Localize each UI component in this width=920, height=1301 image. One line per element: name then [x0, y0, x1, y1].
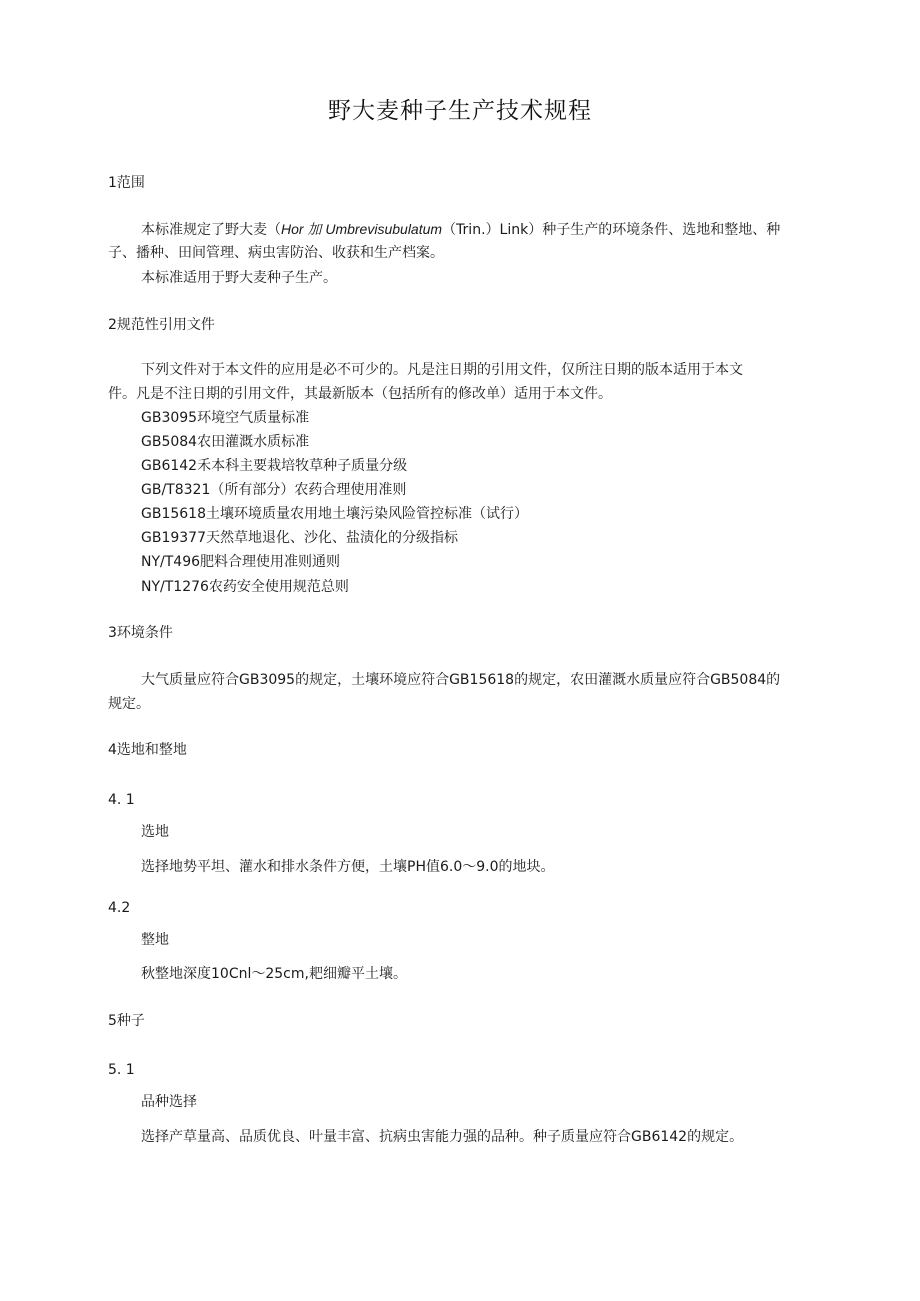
reference-item: GB5084农田灌溉水质标准 — [141, 434, 310, 450]
section-4-heading: 4选地和整地 — [108, 742, 187, 758]
reference-item: GB3095环境空气质量标准 — [141, 410, 310, 426]
reference-item: GB/T8321（所有部分）农药合理使用准则 — [141, 482, 407, 498]
section-1-heading: 1范围 — [108, 175, 145, 191]
section-5-heading: 5种子 — [108, 1013, 145, 1029]
section-3-paragraph-line-1: 大气质量应符合GB3095的规定，土壤环境应符合GB15618的规定，农田灌溉水质量应符合GB5084的 — [141, 672, 781, 688]
reference-item: GB15618土壤环境质量农用地土壤污染风险管控标准（试行） — [141, 506, 528, 522]
clause-4-2-number: 4.2 — [108, 900, 131, 916]
reference-item: NY/T496肥料合理使用准则通则 — [141, 554, 341, 570]
section-1-paragraph-1-line-2: 子、播种、田间管理、病虫害防治、收获和生产档案。 — [108, 245, 444, 261]
text-run: （Trin.）Link）种子生产的环境条件、选地和整地、种 — [442, 222, 781, 238]
section-2-heading: 2规范性引用文件 — [108, 317, 215, 333]
clause-5-1-title: 品种选择 — [141, 1094, 197, 1110]
reference-item: GB6142禾本科主要栽培牧草种子质量分级 — [141, 458, 408, 474]
section-1-paragraph-2: 本标准适用于野大麦种子生产。 — [141, 270, 337, 286]
section-3-heading: 3环境条件 — [108, 625, 173, 641]
clause-4-2-title: 整地 — [141, 932, 169, 948]
section-3-paragraph-line-2: 规定。 — [108, 696, 150, 712]
scientific-name: Hor 加 Umbrevisubulatum — [281, 221, 443, 237]
section-2-paragraph-line-2: 件。凡是不注日期的引用文件，其最新版本（包括所有的修改单）适用于本文件。 — [108, 386, 612, 402]
reference-item: GB19377天然草地退化、沙化、盐渍化的分级指标 — [141, 530, 458, 546]
clause-5-1-number: 5. 1 — [108, 1062, 135, 1078]
clause-4-2-text: 秋整地深度10Cnl～25cm,耙细瓣平土壤。 — [141, 966, 407, 982]
reference-item: NY/T1276农药安全使用规范总则 — [141, 579, 349, 595]
text-run: 本标准规定了野大麦（ — [141, 222, 281, 238]
clause-5-1-text: 选择产草量高、品质优良、叶量丰富、抗病虫害能力强的品种。种子质量应符合GB6142的规定。 — [141, 1129, 744, 1145]
document-title: 野大麦种子生产技术规程 — [328, 98, 592, 124]
section-1-paragraph-1-line-1 — [141, 219, 780, 240]
clause-4-1-number: 4. 1 — [108, 792, 135, 808]
clause-4-1-title: 选地 — [141, 824, 169, 840]
clause-4-1-text: 选择地势平坦、灌水和排水条件方便，土壤PH值6.0～9.0的地块。 — [141, 859, 555, 875]
section-2-paragraph-line-1: 下列文件对于本文件的应用是必不可少的。凡是注日期的引用文件，仅所注日期的版本适用于本文 — [141, 362, 743, 378]
